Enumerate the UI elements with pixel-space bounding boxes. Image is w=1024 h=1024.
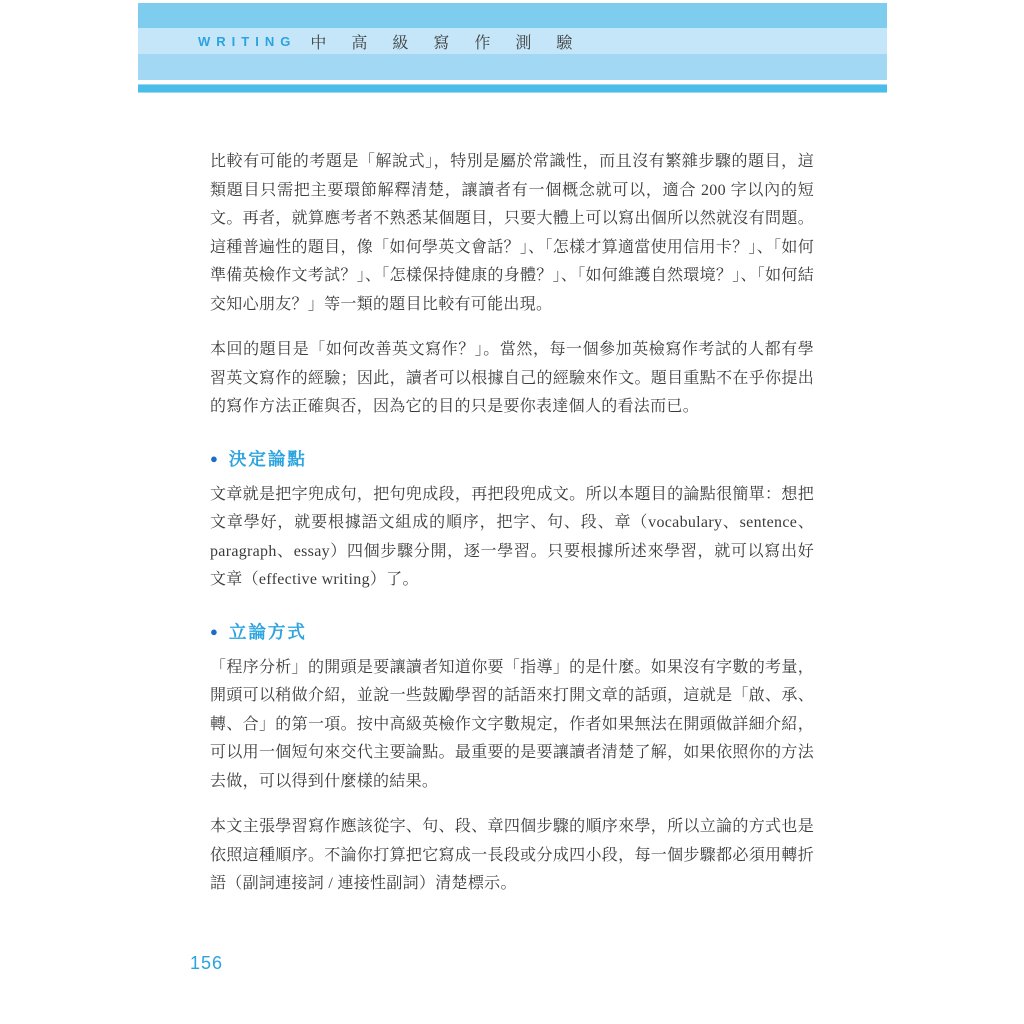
paragraph-current-topic: 本回的題目是「如何改善英文寫作？」。當然，每一個參加英檢寫作考試的人都有學習英文寫作的經驗；因此，讀者可以根據自己的經驗來作文。題目重點不在乎你提出的寫作方法正確與否，因為它的目的只是要你表達個人的看法而已。 [210, 341, 814, 415]
paragraph-argument-method-2: 本文主張學習寫作應該從字、句、段、章四個步驟的順序來學，所以立論的方式也是依照這種順序。不論你打算把它寫成一長段或分成四小段，每一個步驟都必須用轉折語（副詞連接詞 / 連接性副詞）清楚標示。 [210, 818, 814, 892]
paragraph-likely-topics: 比較有可能的考題是「解說式」，特別是屬於常識性，而且沒有繁雜步驟的題目，這類題目只需把主要環節解釋清楚，讓讀者有一個概念就可以，適合 200 字以內的短文。再者，就算應考者不熟悉某個題目，只要大體上可以寫出個所以然就沒有問題。這種普遍性的題目，像「如何學英文會話？」、「怎樣才算適當使用信用卡？」、「如何準備英檢作文考試？」、「怎樣保持健康的身體？」、「如何維護自然環境？」、「如何結交知心朋友？」等一類的題目比較有可能出現。 [210, 153, 815, 313]
page-number: 156 [190, 953, 224, 973]
brand-label: WRITING [198, 33, 297, 49]
bullet-icon: ● [210, 450, 218, 466]
paragraph-deciding-thesis: 文章就是把字兜成句，把句兜成段，再把段兜成文。所以本題目的論點很簡單：想把文章學好，就要根據語文組成的順序，把字、句、段、章（vocabulary、sentence、paragraph、essay）四個步驟分開，逐一學習。只要根據所述來學習，就可以寫出好文章（effective writing）了。 [210, 485, 814, 588]
page-body [210, 148, 814, 916]
section-heading-deciding-thesis [210, 446, 814, 471]
header-rule [138, 84, 887, 93]
section-title: 立論方式 [228, 621, 307, 642]
header-band-top [138, 3, 887, 28]
header-title: 中高級寫作測驗 [310, 34, 598, 52]
header-title-row [138, 28, 887, 54]
section-heading-argument-method [210, 619, 814, 644]
page-header [138, 3, 887, 93]
bullet-icon: ● [210, 623, 218, 639]
section-title: 決定論點 [228, 448, 307, 469]
paragraph-argument-method-1: 「程序分析」的開頭是要讓讀者知道你要「指導」的是什麼。如果沒有字數的考量，開頭可以稍做介紹，並說一些鼓勵學習的話語來打開文章的話頭，這就是「啟、承、轉、合」的第一項。按中高級英檢作文字數規定，作者如果無法在開頭做詳細介紹，可以用一個短句來交代主要論點。最重要的是要讓讀者清楚了解，如果依照你的方法去做，可以得到什麼樣的結果。 [210, 658, 814, 790]
header-band-bottom [138, 54, 887, 80]
